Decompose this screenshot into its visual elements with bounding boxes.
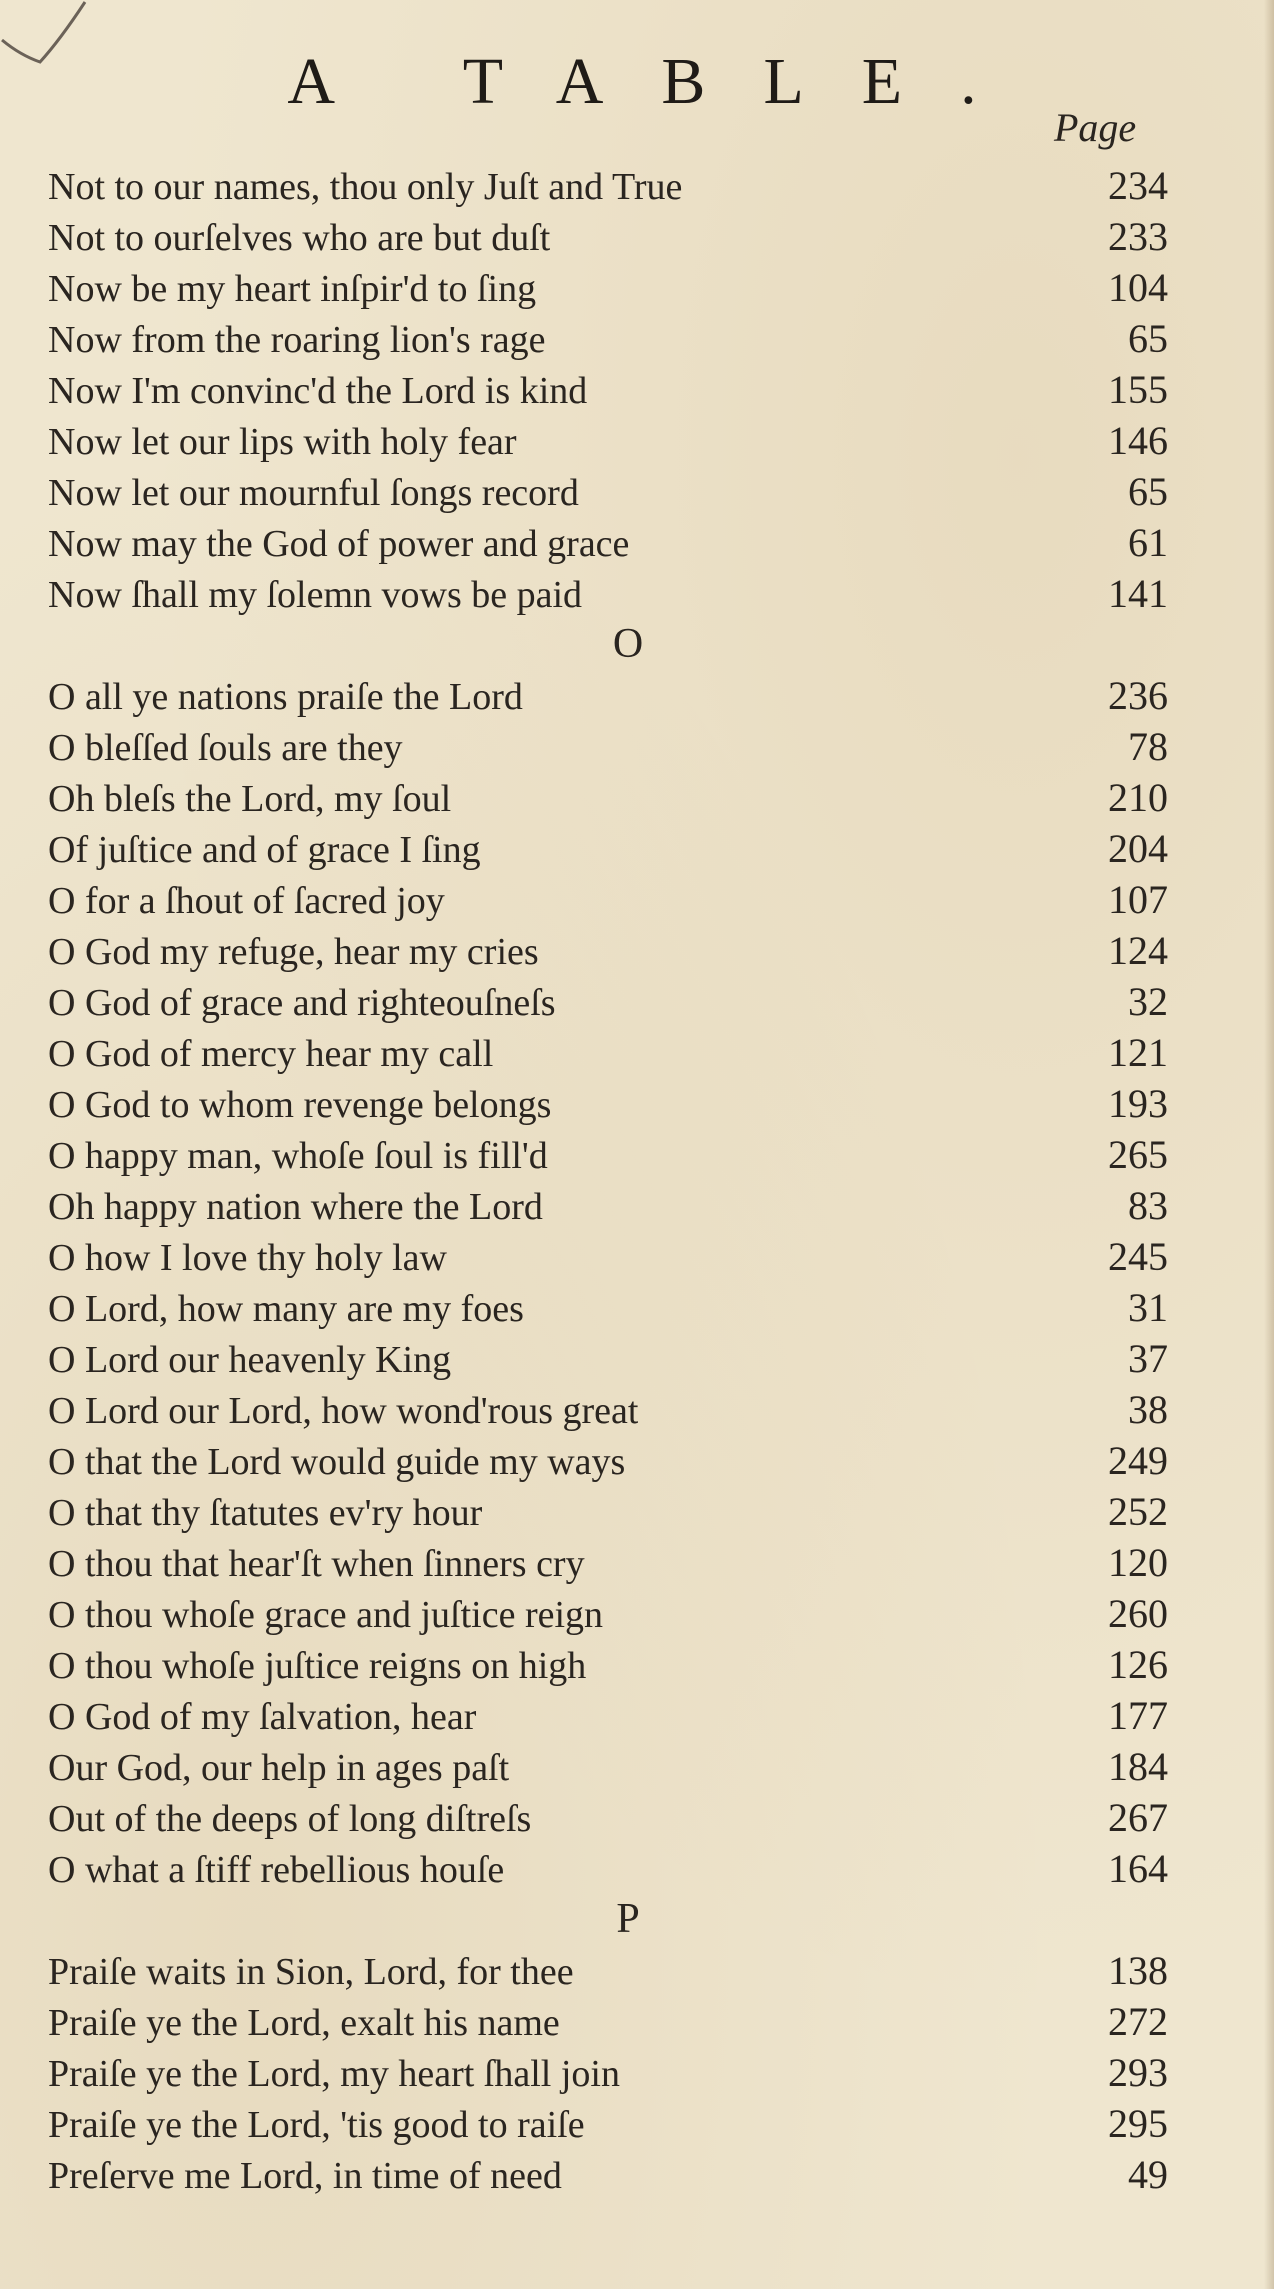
hymn-first-line: O Lord our heavenly King bbox=[48, 1339, 452, 1381]
page-number: 293 bbox=[1108, 2050, 1168, 2095]
index-entry bbox=[48, 1129, 1168, 1180]
page-number: 65 bbox=[1128, 316, 1168, 361]
hymn-first-line: O that thy ſtatutes ev'ry hour bbox=[48, 1492, 483, 1534]
page-number: 138 bbox=[1108, 1948, 1168, 1993]
index-entry bbox=[48, 1537, 1168, 1588]
page-number: 233 bbox=[1108, 214, 1168, 259]
index-entry bbox=[48, 1435, 1168, 1486]
index-entry bbox=[48, 1078, 1168, 1129]
index-entry bbox=[48, 1231, 1168, 1282]
page-number: 184 bbox=[1108, 1744, 1168, 1789]
page-number: 121 bbox=[1108, 1030, 1168, 1075]
index-entry bbox=[48, 1996, 1168, 2047]
hymn-first-line: O God to whom revenge belongs bbox=[48, 1084, 552, 1126]
page-number: 265 bbox=[1108, 1132, 1168, 1177]
page-number: 210 bbox=[1108, 775, 1168, 820]
index-entry bbox=[48, 874, 1168, 925]
page-number: 267 bbox=[1108, 1795, 1168, 1840]
page-number: 124 bbox=[1108, 928, 1168, 973]
page-number: 141 bbox=[1108, 571, 1168, 616]
page-number: 146 bbox=[1108, 418, 1168, 463]
page-number: 37 bbox=[1128, 1336, 1168, 1381]
hymn-first-line: Praiſe ye the Lord, exalt his name bbox=[48, 2002, 560, 2044]
hymn-first-line: O God my refuge, hear my cries bbox=[48, 931, 539, 973]
page-number: 83 bbox=[1128, 1183, 1168, 1228]
hymn-first-line: Our God, our help in ages paſt bbox=[48, 1747, 510, 1789]
page-number: 49 bbox=[1128, 2152, 1168, 2197]
page-number: 295 bbox=[1108, 2101, 1168, 2146]
page-number: 177 bbox=[1108, 1693, 1168, 1738]
hymn-first-line: Praiſe waits in Sion, Lord, for thee bbox=[48, 1951, 574, 1993]
page-number: 260 bbox=[1108, 1591, 1168, 1636]
hymn-first-line: Preſerve me Lord, in time of need bbox=[48, 2155, 562, 2197]
hymn-first-line: Out of the deeps of long diſtreſs bbox=[48, 1798, 532, 1840]
index-entry bbox=[48, 1843, 1168, 1894]
index-entry bbox=[48, 415, 1168, 466]
index-entry bbox=[48, 670, 1168, 721]
index-entry bbox=[48, 721, 1168, 772]
hymn-first-line: O God of mercy hear my call bbox=[48, 1033, 494, 1075]
hymn-first-line: O thou whoſe juſtice reigns on high bbox=[48, 1645, 587, 1687]
page-number: 107 bbox=[1108, 877, 1168, 922]
hymn-first-line: O thou whoſe grace and juſtice reign bbox=[48, 1594, 604, 1636]
index-entry bbox=[48, 211, 1168, 262]
index-entry bbox=[48, 1486, 1168, 1537]
index-entry bbox=[48, 1588, 1168, 1639]
index-entry bbox=[48, 160, 1168, 211]
page-column-label: Page bbox=[1054, 105, 1137, 150]
page-number: 31 bbox=[1128, 1285, 1168, 1330]
index-entry bbox=[48, 1945, 1168, 1996]
page-number: 234 bbox=[1108, 163, 1168, 208]
hymn-first-line: O God of grace and righteouſneſs bbox=[48, 982, 556, 1024]
page-number: 65 bbox=[1128, 469, 1168, 514]
page-number: 78 bbox=[1128, 724, 1168, 769]
hymn-first-line: Now ſhall my ſolemn vows be paid bbox=[48, 574, 583, 616]
index-entry bbox=[48, 925, 1168, 976]
page-number: 245 bbox=[1108, 1234, 1168, 1279]
hymn-first-line: Praiſe ye the Lord, my heart ſhall join bbox=[48, 2053, 620, 2095]
hymn-first-line: O happy man, whoſe ſoul is fill'd bbox=[48, 1135, 548, 1177]
page-number: 38 bbox=[1128, 1387, 1168, 1432]
index-entry bbox=[48, 2149, 1168, 2200]
index-entry bbox=[48, 772, 1168, 823]
section-letter-heading: P bbox=[616, 1896, 640, 1942]
index-entry bbox=[48, 262, 1168, 313]
hymn-first-line: O all ye nations praiſe the Lord bbox=[48, 676, 523, 718]
page-title: A TABLE. bbox=[287, 45, 1035, 118]
hymn-first-line: Now from the roaring lion's rage bbox=[48, 319, 546, 361]
hymn-first-line: Oh bleſs the Lord, my ſoul bbox=[48, 778, 452, 820]
page-number: 272 bbox=[1108, 1999, 1168, 2044]
index-entry bbox=[48, 1027, 1168, 1078]
index-entry bbox=[48, 1180, 1168, 1231]
page-number: 193 bbox=[1108, 1081, 1168, 1126]
hymn-first-line: O for a ſhout of ſacred joy bbox=[48, 880, 445, 922]
page-number: 236 bbox=[1108, 673, 1168, 718]
hymn-first-line: O thou that hear'ſt when ſinners cry bbox=[48, 1543, 585, 1585]
index-entry bbox=[48, 313, 1168, 364]
hymn-first-line: O God of my ſalvation, hear bbox=[48, 1696, 477, 1738]
index-entry bbox=[48, 2098, 1168, 2149]
hymn-first-line: Now I'm convinc'd the Lord is kind bbox=[48, 370, 588, 412]
index-entry bbox=[48, 1741, 1168, 1792]
hymn-first-line: O how I love thy holy law bbox=[48, 1237, 447, 1279]
page-number: 164 bbox=[1108, 1846, 1168, 1891]
hymn-first-line: Now let our mournful ſongs record bbox=[48, 472, 579, 514]
hymn-first-line: Oh happy nation where the Lord bbox=[48, 1186, 543, 1228]
page-number: 204 bbox=[1108, 826, 1168, 871]
page-number: 249 bbox=[1108, 1438, 1168, 1483]
index-entry bbox=[48, 364, 1168, 415]
hymn-first-line: O what a ſtiff rebellious houſe bbox=[48, 1849, 505, 1891]
hymn-first-line: O Lord, how many are my foes bbox=[48, 1288, 524, 1330]
page-number: 120 bbox=[1108, 1540, 1168, 1585]
page-edge-shadow bbox=[1264, 0, 1274, 2289]
index-entry bbox=[48, 568, 1168, 619]
hymn-first-line: Not to our names, thou only Juſt and True bbox=[48, 166, 683, 208]
index-entry bbox=[48, 1384, 1168, 1435]
page-number: 252 bbox=[1108, 1489, 1168, 1534]
index-entry bbox=[48, 1639, 1168, 1690]
index-entry bbox=[48, 1282, 1168, 1333]
hymn-first-line: O bleſſed ſouls are they bbox=[48, 727, 403, 769]
index-entry bbox=[48, 1792, 1168, 1843]
hymn-first-line: Praiſe ye the Lord, 'tis good to raiſe bbox=[48, 2104, 585, 2146]
page-number: 61 bbox=[1128, 520, 1168, 565]
hymn-first-line: Of juſtice and of grace I ſing bbox=[48, 829, 481, 871]
index-entry bbox=[48, 2047, 1168, 2098]
index-entry bbox=[48, 823, 1168, 874]
index-entry bbox=[48, 976, 1168, 1027]
index-entry bbox=[48, 1333, 1168, 1384]
index-entry bbox=[48, 517, 1168, 568]
hymn-first-line: Now let our lips with holy fear bbox=[48, 421, 517, 463]
index-entries bbox=[48, 160, 1168, 2200]
hymn-first-line: Now may the God of power and grace bbox=[48, 523, 630, 565]
hymn-first-line: Not to ourſelves who are but duſt bbox=[48, 217, 551, 259]
hymn-first-line: Now be my heart inſpir'd to ſing bbox=[48, 268, 537, 310]
page-number: 104 bbox=[1108, 265, 1168, 310]
hymn-first-line: O Lord our Lord, how wond'rous great bbox=[48, 1390, 639, 1432]
index-entry bbox=[48, 466, 1168, 517]
page-number: 32 bbox=[1128, 979, 1168, 1024]
index-entry bbox=[48, 1690, 1168, 1741]
page-number: 126 bbox=[1108, 1642, 1168, 1687]
hymn-first-line: O that the Lord would guide my ways bbox=[48, 1441, 626, 1483]
page-number: 155 bbox=[1108, 367, 1168, 412]
section-letter-heading: O bbox=[612, 621, 644, 667]
